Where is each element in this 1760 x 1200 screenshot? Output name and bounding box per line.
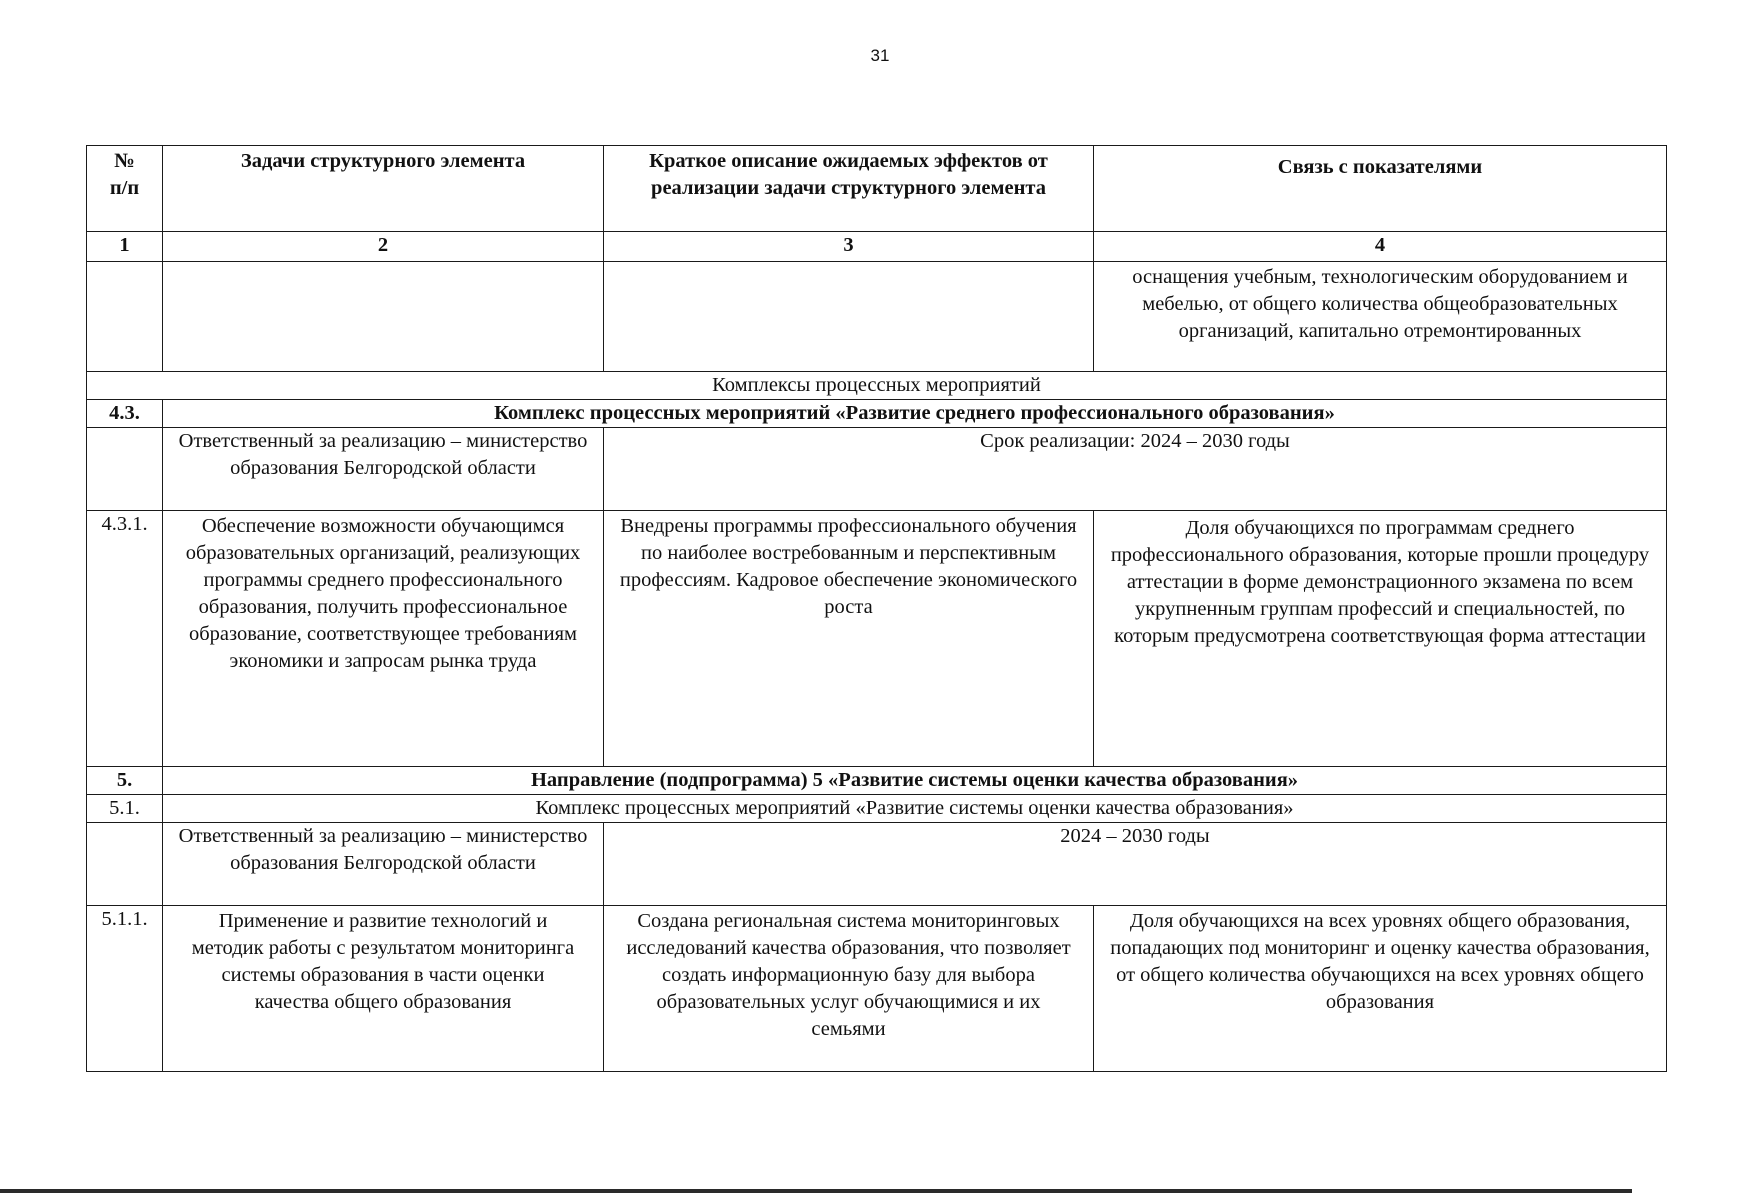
complex-title: Комплекс процессных мероприятий «Развитие системы оценки качества образования» <box>163 795 1667 823</box>
indicator-cell: Доля обучающихся на всех уровнях общего образования, попадающих под мониторинг и оценку качества образования, от общего количества обучающихся на всех уровнях общего образования <box>1094 906 1667 1072</box>
responsible-cell: Ответственный за реализацию – министерство образования Белгородской области <box>163 823 604 906</box>
empty-cell <box>87 262 163 372</box>
effect-cell: Внедрены программы профессионального обучения по наиболее востребованным и перспективным профессиям. Кадровое обеспечение экономического роста <box>604 511 1094 767</box>
table-row <box>87 906 1667 1072</box>
empty-cell <box>87 428 163 511</box>
table-row <box>87 511 1667 767</box>
column-number-2: 2 <box>163 232 604 262</box>
task-cell: Обеспечение возможности обучающимся образовательных организаций, реализующих программы среднего профессионального образования, получить профессиональное образование, соответствующее требованиям экономики и запросам рынка труда <box>163 511 604 767</box>
column-number-1: 1 <box>87 232 163 262</box>
table-row <box>87 262 1667 372</box>
row-number: 4.3.1. <box>87 511 163 767</box>
column-number-4: 4 <box>1094 232 1667 262</box>
indicator-cell: Доля обучающихся по программам среднего профессионального образования, которые прошли процедуру аттестации в форме демонстрационного экзамена по всем укрупненным группам профессий и специальностей, по которым предусмотрена соответствующая форма аттестации <box>1094 511 1667 767</box>
section-row <box>87 372 1667 400</box>
header-indicator: Связь с показателями <box>1094 146 1667 232</box>
row-number: 5.1. <box>87 795 163 823</box>
bottom-rule <box>0 1189 1632 1193</box>
measures-table <box>86 145 1667 1072</box>
empty-cell <box>163 262 604 372</box>
column-number-row <box>87 232 1667 262</box>
table-row <box>87 767 1667 795</box>
column-number-3: 3 <box>604 232 1094 262</box>
responsible-cell: Ответственный за реализацию – министерство образования Белгородской области <box>163 428 604 511</box>
section-complexes-title: Комплексы процессных мероприятий <box>87 372 1667 400</box>
empty-cell <box>604 262 1094 372</box>
continuation-indicator-cell: оснащения учебным, технологическим оборудованием и мебелью, от общего количества общеобразовательных организаций, капитально отремонтированных <box>1094 262 1667 372</box>
task-cell: Применение и развитие технологий и методик работы с результатом мониторинга системы образования в части оценки качества общего образования <box>163 906 604 1072</box>
table-row <box>87 823 1667 906</box>
row-number: 5. <box>87 767 163 795</box>
row-number: 4.3. <box>87 400 163 428</box>
effect-cell: Создана региональная система мониторинговых исследований качества образования, что позволяет создать информационную базу для выбора образовательных услуг обучающимися и их семьями <box>604 906 1094 1072</box>
complex-title: Комплекс процессных мероприятий «Развитие среднего профессионального образования» <box>163 400 1667 428</box>
table-row <box>87 428 1667 511</box>
empty-cell <box>87 823 163 906</box>
page-number: 31 <box>870 46 890 65</box>
period-cell: 2024 – 2030 годы <box>604 823 1667 906</box>
direction-title: Направление (подпрограмма) 5 «Развитие системы оценки качества образования» <box>163 767 1667 795</box>
header-effect: Краткое описание ожидаемых эффектов от реализации задачи структурного элемента <box>604 146 1094 232</box>
period-cell: Срок реализации: 2024 – 2030 годы <box>604 428 1667 511</box>
header-number: № п/п <box>87 146 163 232</box>
table-row <box>87 400 1667 428</box>
row-number: 5.1.1. <box>87 906 163 1072</box>
table-header-row <box>87 146 1667 232</box>
table-row <box>87 795 1667 823</box>
header-task: Задачи структурного элемента <box>163 146 604 232</box>
